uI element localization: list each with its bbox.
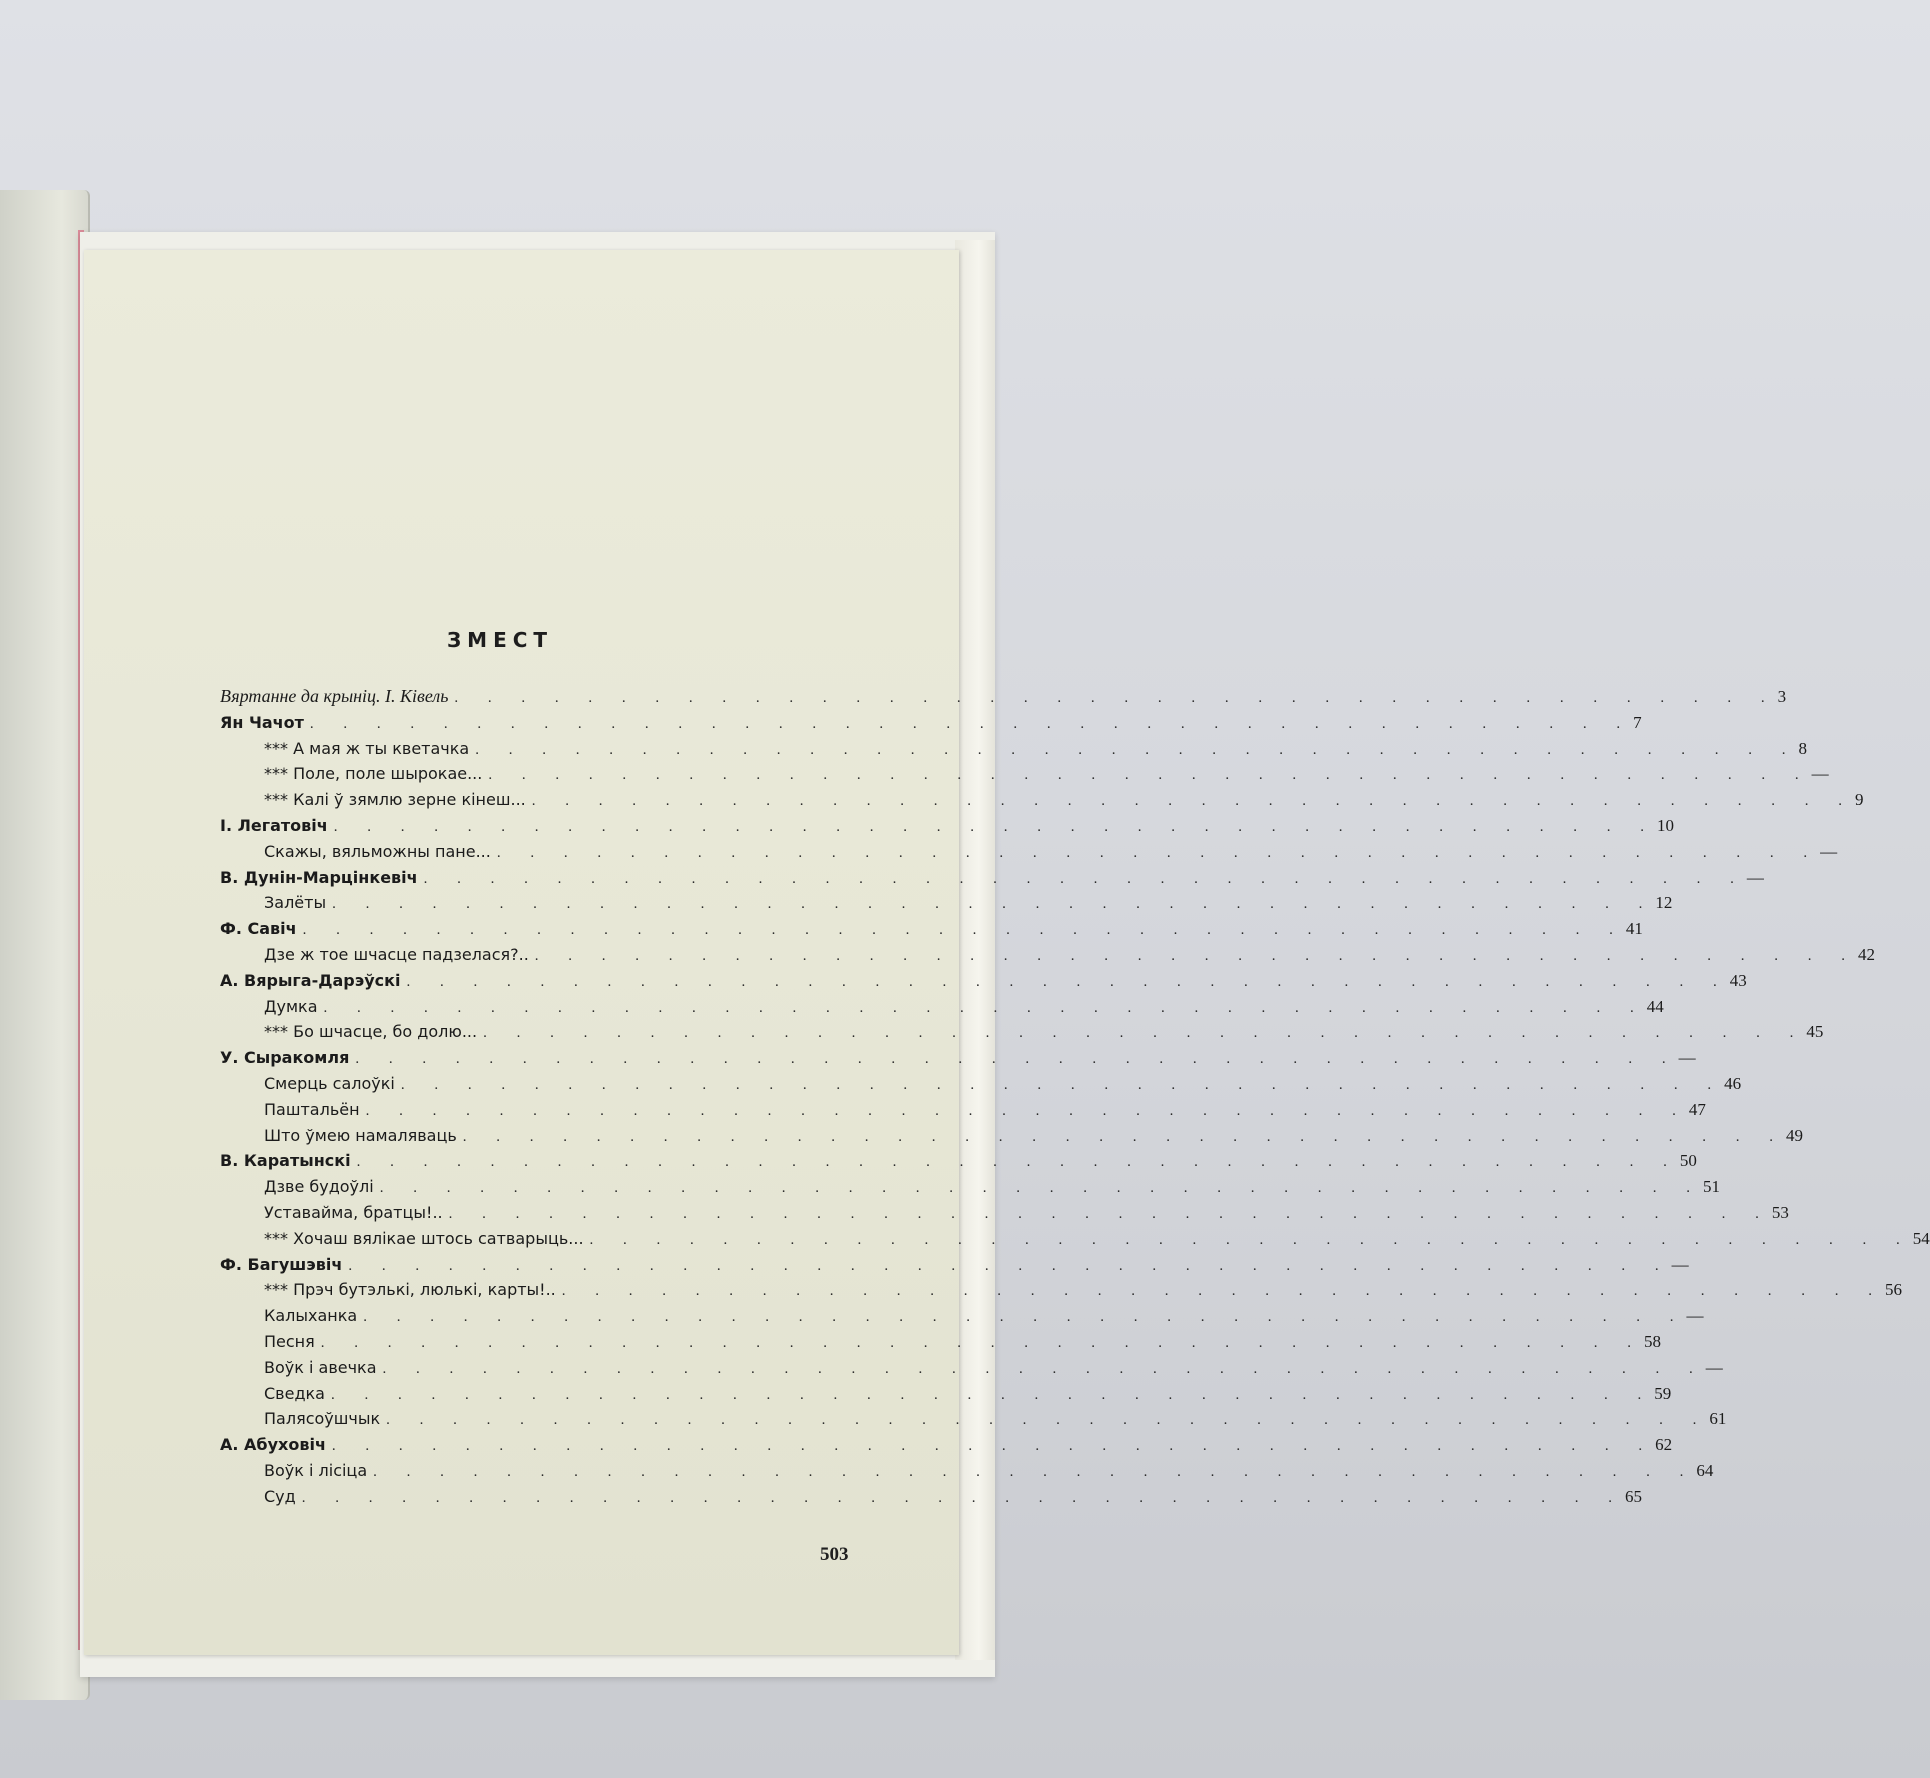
toc-leader-dots: . . . . . . . . . . . . . . . . . . . . . . . . . . . . . . . . . . . . . . . . bbox=[423, 870, 1747, 887]
toc-leader-dots: . . . . . . . . . . . . . . . . . . . . . . . . . . . . . . . . . . . . . . . . bbox=[379, 1180, 1703, 1197]
toc-entry-page: — bbox=[1811, 764, 1829, 784]
toc-leader-dots: . . . . . . . . . . . . . . . . . . . . . . . . . . . . . . . . . . . . . . . . bbox=[320, 1334, 1645, 1351]
toc-leader-dots: . . . . . . . . . . . . . . . . . . . . . . . . . . . . . . . . . . . . . . . . bbox=[355, 1051, 1679, 1068]
toc-entry-page: 53 bbox=[1771, 1202, 1789, 1222]
toc-entry-page: 43 bbox=[1729, 970, 1747, 990]
table-of-contents bbox=[220, 684, 1930, 1510]
toc-entry-page: 8 bbox=[1798, 738, 1807, 758]
toc-entry-title: Паштальён bbox=[264, 1099, 360, 1119]
toc-leader-dots: . . . . . . . . . . . . . . . . . . . . . . . . . . . . . . . . . . . . . . . . bbox=[561, 1283, 1886, 1300]
toc-leader-dots: . . . . . . . . . . . . . . . . . . . . . . . . . . . . . . . . . . . . . . . . bbox=[363, 1309, 1687, 1326]
toc-work-entry bbox=[220, 1355, 1723, 1381]
toc-entry-title: Палясоўшчык bbox=[264, 1409, 381, 1429]
toc-entry-page: 51 bbox=[1702, 1177, 1720, 1197]
toc-entry-page: — bbox=[1678, 1048, 1696, 1068]
toc-work-entry bbox=[220, 1097, 1706, 1123]
toc-entry-title: Уставайма, братцы!.. bbox=[264, 1202, 443, 1222]
toc-entry-page: 10 bbox=[1657, 815, 1675, 835]
toc-entry-title: *** Поле, поле шырокае... bbox=[264, 764, 483, 784]
toc-entry-title: Залёты bbox=[264, 893, 327, 913]
toc-work-entry bbox=[220, 1458, 1714, 1484]
toc-leader-dots: . . . . . . . . . . . . . . . . . . . . . . . . . . . . . . . . . . . . . . . . bbox=[309, 715, 1634, 732]
toc-entry-page: 62 bbox=[1655, 1435, 1673, 1455]
page-number: 503 bbox=[820, 1544, 849, 1565]
toc-entry-title: Суд bbox=[264, 1486, 296, 1506]
toc-entry-page: 44 bbox=[1646, 996, 1664, 1016]
toc-entry-page: 58 bbox=[1644, 1331, 1662, 1351]
toc-entry-page: — bbox=[1671, 1254, 1689, 1274]
toc-entry-title: Скажы, вяльможны пане... bbox=[264, 841, 491, 861]
toc-work-entry bbox=[220, 1277, 1903, 1303]
toc-author-entry bbox=[220, 865, 1764, 891]
toc-work-entry bbox=[220, 1174, 1720, 1200]
toc-entry-title: *** Прэч бутэлькі, люлькі, карты!.. bbox=[264, 1280, 556, 1300]
toc-entry-title: *** А мая ж ты кветачка bbox=[264, 738, 470, 758]
toc-work-entry bbox=[220, 890, 1673, 916]
toc-entry-page: — bbox=[1820, 841, 1838, 861]
toc-entry-page: 9 bbox=[1855, 790, 1864, 810]
toc-entry-page: 65 bbox=[1624, 1486, 1642, 1506]
toc-entry-page: 56 bbox=[1885, 1280, 1903, 1300]
toc-entry-title: Ф. Савіч bbox=[220, 919, 297, 939]
toc-entry-title: Смерць салоўкі bbox=[264, 1073, 395, 1093]
toc-work-entry bbox=[220, 1381, 1672, 1407]
toc-author-entry bbox=[220, 813, 1675, 839]
toc-entry-title: Песня bbox=[264, 1331, 315, 1351]
toc-entry-page: 54 bbox=[1912, 1228, 1930, 1248]
toc-leader-dots: . . . . . . . . . . . . . . . . . . . . . . . . . . . . . . . . . . . . . . . . bbox=[302, 922, 1626, 939]
left-page-edge bbox=[0, 190, 90, 1700]
toc-leader-dots: . . . . . . . . . . . . . . . . . . . . . . . . . . . . . . . . . . . . . . . . bbox=[483, 1025, 1807, 1042]
toc-work-entry bbox=[220, 1019, 1824, 1045]
toc-entry-page: 7 bbox=[1633, 712, 1642, 732]
toc-leader-dots: . . . . . . . . . . . . . . . . . . . . . . . . . . . . . . . . . . . . . . . . bbox=[462, 1128, 1787, 1145]
toc-leader-dots: . . . . . . . . . . . . . . . . . . . . . . . . . . . . . . . . . . . . . . . . bbox=[332, 896, 1656, 913]
toc-entry-page: 47 bbox=[1688, 1099, 1706, 1119]
toc-leader-dots: . . . . . . . . . . . . . . . . . . . . . . . . . . . . . . . . . . . . . . . . bbox=[356, 1154, 1680, 1171]
toc-leader-dots: . . . . . . . . . . . . . . . . . . . . . . . . . . . . . . . . . . . . . . . . bbox=[348, 1257, 1672, 1274]
toc-leader-dots: . . . . . . . . . . . . . . . . . . . . . . . . . . . . . . . . . . . . . . . . bbox=[323, 999, 1647, 1016]
toc-entry-title: *** Калі ў зямлю зерне кінеш... bbox=[264, 790, 526, 810]
toc-entry-page: 59 bbox=[1654, 1383, 1672, 1403]
toc-entry-title: Дзве будоўлі bbox=[264, 1177, 374, 1197]
toc-entry-title: Думка bbox=[264, 996, 318, 1016]
toc-author-entry bbox=[220, 1432, 1673, 1458]
toc-entry-page: 46 bbox=[1724, 1073, 1742, 1093]
toc-leader-dots: . . . . . . . . . . . . . . . . . . . . . . . . . . . . . . . . . . . . . . . . bbox=[330, 1386, 1655, 1403]
toc-leader-dots: . . . . . . . . . . . . . . . . . . . . . . . . . . . . . . . . . . . . . . . . bbox=[496, 844, 1821, 861]
toc-work-entry bbox=[220, 1226, 1930, 1252]
toc-entry-title: В. Каратынскі bbox=[220, 1151, 351, 1171]
toc-entry-title: І. Легатовіч bbox=[220, 815, 328, 835]
toc-entry-title: У. Сыракомля bbox=[220, 1048, 350, 1068]
toc-leader-dots: . . . . . . . . . . . . . . . . . . . . . . . . . . . . . . . . . . . . . . . . bbox=[400, 1076, 1725, 1093]
page-title: ЗМЕСТ bbox=[446, 628, 554, 652]
toc-leader-dots: . . . . . . . . . . . . . . . . . . . . . . . . . . . . . . . . . . . . . . . . bbox=[534, 947, 1859, 964]
toc-entry-page: — bbox=[1686, 1306, 1704, 1326]
toc-work-entry bbox=[220, 942, 1876, 968]
toc-entry-title: *** Хочаш вялікае штось сатварыць... bbox=[264, 1228, 584, 1248]
toc-work-entry bbox=[220, 1071, 1742, 1097]
toc-entry-title: Ян Чачот bbox=[220, 712, 304, 732]
toc-entry-title: Сведка bbox=[264, 1383, 325, 1403]
toc-entry-page: 45 bbox=[1806, 1022, 1824, 1042]
toc-entry-page: — bbox=[1746, 867, 1764, 887]
toc-leader-dots: . . . . . . . . . . . . . . . . . . . . . . . . . . . . . . . . . . . . . . . . bbox=[373, 1463, 1697, 1480]
toc-leader-dots: . . . . . . . . . . . . . . . . . . . . . . . . . . . . . . . . . . . . . . . . bbox=[382, 1360, 1706, 1377]
toc-author-entry bbox=[220, 916, 1643, 942]
toc-author-entry bbox=[220, 1148, 1697, 1174]
toc-work-entry bbox=[220, 736, 1807, 762]
toc-entry-title: *** Бо шчасце, бо долю... bbox=[264, 1022, 478, 1042]
toc-entry-title: Вяртанне да крыніц. І. Ківель bbox=[220, 686, 449, 706]
toc-entry-title: Калыханка bbox=[264, 1306, 358, 1326]
toc-entry-title: А. Вярыга-Дарэўскі bbox=[220, 970, 401, 990]
toc-work-entry bbox=[220, 1123, 1804, 1149]
toc-leader-dots: . . . . . . . . . . . . . . . . . . . . . . . . . . . . . . . . . . . . . . . . bbox=[333, 818, 1658, 835]
toc-work-entry bbox=[220, 1406, 1727, 1432]
toc-entry-page: 61 bbox=[1709, 1409, 1727, 1429]
toc-author-entry bbox=[220, 968, 1747, 994]
toc-leader-dots: . . . . . . . . . . . . . . . . . . . . . . . . . . . . . . . . . . . . . . . . bbox=[531, 793, 1856, 810]
toc-entry-page: 42 bbox=[1858, 944, 1876, 964]
toc-entry-title: Воўк і лісіца bbox=[264, 1460, 368, 1480]
toc-entry-page: 64 bbox=[1696, 1460, 1714, 1480]
toc-leader-dots: . . . . . . . . . . . . . . . . . . . . . . . . . . . . . . . . . . . . . . . . bbox=[488, 767, 1812, 784]
toc-entry-title: Дзе ж тое шчасце падзелася?.. bbox=[264, 944, 529, 964]
toc-entry-title: Ф. Багушэвіч bbox=[220, 1254, 343, 1274]
toc-entry-page: — bbox=[1705, 1357, 1723, 1377]
toc-entry-page: 50 bbox=[1679, 1151, 1697, 1171]
toc-entry-page: 49 bbox=[1786, 1125, 1804, 1145]
toc-author-entry bbox=[220, 1252, 1689, 1278]
toc-author-entry bbox=[220, 710, 1642, 736]
toc-leader-dots: . . . . . . . . . . . . . . . . . . . . . . . . . . . . . . . . . . . . . . . . bbox=[475, 741, 1799, 758]
toc-work-entry bbox=[220, 994, 1664, 1020]
toc-entry-title: В. Дунін-Марцінкевіч bbox=[220, 867, 418, 887]
toc-entry-title: Воўк і авечка bbox=[264, 1357, 377, 1377]
toc-leader-dots: . . . . . . . . . . . . . . . . . . . . . . . . . . . . . . . . . . . . . . . . bbox=[448, 1205, 1772, 1222]
toc-work-entry bbox=[220, 1303, 1704, 1329]
toc-entry-title: Што ўмею намаляваць bbox=[264, 1125, 457, 1145]
toc-leader-dots: . . . . . . . . . . . . . . . . . . . . . . . . . . . . . . . . . . . . . . . . bbox=[301, 1489, 1625, 1506]
toc-work-entry bbox=[220, 1200, 1789, 1226]
toc-leader-dots: . . . . . . . . . . . . . . . . . . . . . . . . . . . . . . . . . . . . . . . . bbox=[365, 1102, 1689, 1119]
toc-work-entry bbox=[220, 787, 1864, 813]
toc-leader-dots: . . . . . . . . . . . . . . . . . . . . . . . . . . . . . . . . . . . . . . . . bbox=[406, 973, 1730, 990]
toc-entry-title: А. Абуховіч bbox=[220, 1435, 326, 1455]
toc-work-entry bbox=[220, 839, 1838, 865]
toc-work-entry bbox=[220, 1484, 1642, 1510]
toc-leader-dots: . . . . . . . . . . . . . . . . . . . . . . . . . . . . . . . . . . . . . . . . bbox=[331, 1438, 1656, 1455]
toc-leader-dots: . . . . . . . . . . . . . . . . . . . . . . . . . . . . . . . . . . . . . . . . bbox=[386, 1412, 1710, 1429]
toc-intro-entry bbox=[220, 684, 1787, 710]
toc-author-entry bbox=[220, 1045, 1696, 1071]
toc-entry-page: 3 bbox=[1777, 687, 1787, 706]
toc-leader-dots: . . . . . . . . . . . . . . . . . . . . . . . . . . . . . . . . . . . . . . . . bbox=[454, 690, 1778, 706]
toc-work-entry bbox=[220, 761, 1829, 787]
toc-entry-page: 12 bbox=[1655, 893, 1673, 913]
toc-entry-page: 41 bbox=[1625, 919, 1643, 939]
toc-leader-dots: . . . . . . . . . . . . . . . . . . . . . . . . . . . . . . . . . . . . . . . . bbox=[589, 1231, 1913, 1248]
toc-work-entry bbox=[220, 1329, 1662, 1355]
